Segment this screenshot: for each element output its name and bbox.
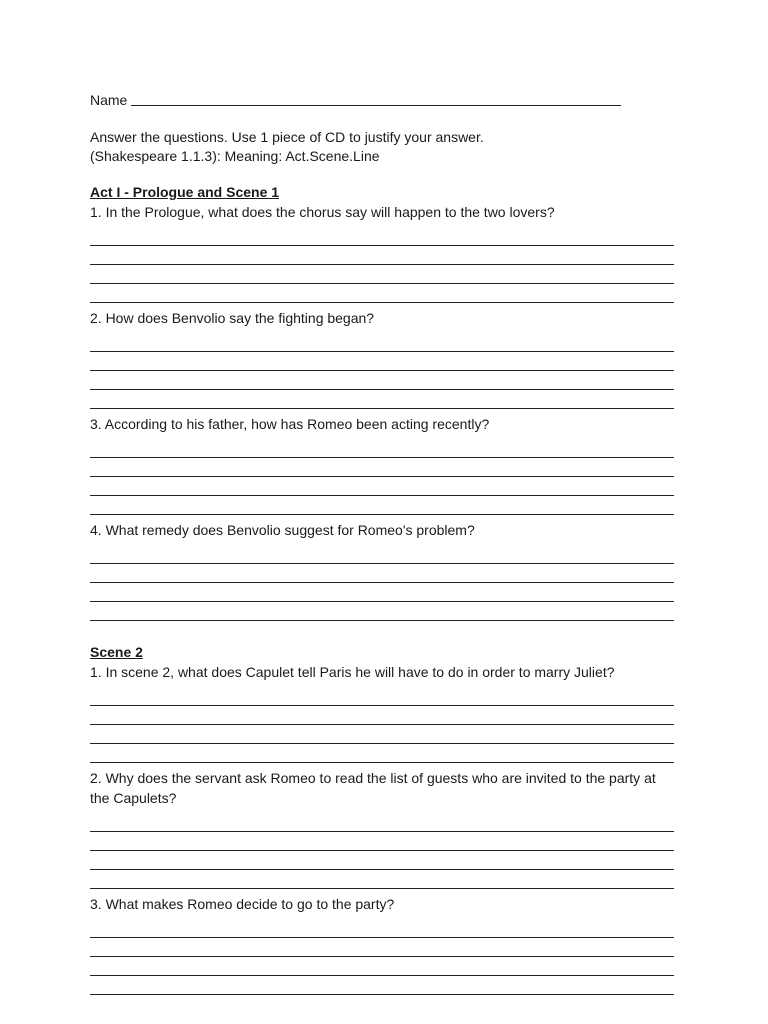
question-block	[90, 520, 674, 621]
question-text: 2. How does Benvolio say the fighting began?	[90, 310, 375, 326]
answer-lines	[90, 919, 674, 995]
answer-line	[90, 687, 674, 706]
answer-line	[90, 813, 674, 832]
answer-line	[90, 352, 674, 371]
answer-line	[90, 957, 674, 976]
answer-lines	[90, 545, 674, 621]
answer-line	[90, 564, 674, 583]
answer-line	[90, 458, 674, 477]
answer-line	[90, 744, 674, 763]
answer-line	[90, 706, 674, 725]
question-block	[90, 768, 674, 889]
instructions	[90, 128, 674, 166]
question-block	[90, 414, 674, 515]
answer-line	[90, 976, 674, 995]
answer-line	[90, 265, 674, 284]
answer-line	[90, 870, 674, 889]
answer-lines	[90, 227, 674, 303]
answer-line	[90, 227, 674, 246]
answer-line	[90, 832, 674, 851]
answer-lines	[90, 439, 674, 515]
section-title: Scene 2	[90, 644, 143, 660]
name-label: Name	[90, 92, 128, 108]
question-block	[90, 894, 674, 995]
worksheet-content	[90, 91, 674, 1000]
question-text: 3. According to his father, how has Romeo been acting recently?	[90, 416, 490, 432]
answer-lines	[90, 333, 674, 409]
answer-line	[90, 725, 674, 744]
answer-line	[90, 545, 674, 564]
answer-line	[90, 371, 674, 390]
answer-line	[90, 919, 674, 938]
answer-lines	[90, 687, 674, 763]
question-block	[90, 202, 674, 303]
question-block	[90, 308, 674, 409]
name-field-row	[90, 91, 674, 109]
answer-line	[90, 496, 674, 515]
question-text: 2. Why does the servant ask Romeo to read the list of guests who are invited to the party at the Capulets?	[90, 770, 656, 806]
question-text: 1. In scene 2, what does Capulet tell Paris he will have to do in order to marry Juliet?	[90, 664, 615, 680]
answer-lines	[90, 813, 674, 889]
instruction-line: (Shakespeare 1.1.3): Meaning: Act.Scene.Line	[90, 148, 380, 164]
section-spacer	[90, 626, 674, 643]
question-text: 1. In the Prologue, what does the chorus say will happen to the two lovers?	[90, 204, 555, 220]
answer-line	[90, 938, 674, 957]
answer-line	[90, 284, 674, 303]
question-block	[90, 662, 674, 763]
answer-line	[90, 477, 674, 496]
answer-line	[90, 390, 674, 409]
answer-line	[90, 583, 674, 602]
answer-line	[90, 333, 674, 352]
question-text: 4. What remedy does Benvolio suggest for Romeo's problem?	[90, 522, 475, 538]
section-scene2	[90, 643, 674, 995]
question-text: 3. What makes Romeo decide to go to the party?	[90, 896, 395, 912]
section-title: Act I - Prologue and Scene 1	[90, 184, 280, 200]
answer-line	[90, 851, 674, 870]
instruction-line: Answer the questions. Use 1 piece of CD to justify your answer.	[90, 129, 484, 145]
answer-line	[90, 602, 674, 621]
name-blank-line	[131, 91, 621, 106]
section-act1	[90, 183, 674, 621]
answer-line	[90, 439, 674, 458]
answer-line	[90, 246, 674, 265]
